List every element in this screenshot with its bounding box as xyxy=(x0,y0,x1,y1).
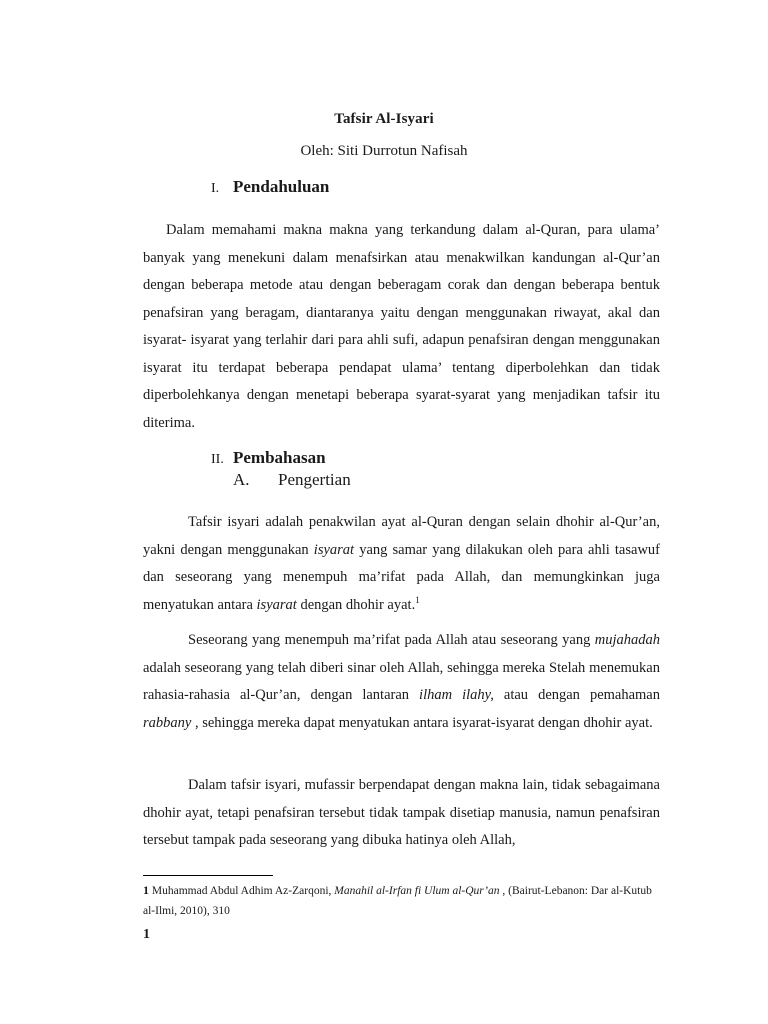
author-line: Oleh: Siti Durrotun Nafisah xyxy=(300,143,468,159)
footnote-number: 1 xyxy=(143,883,149,897)
page-number: 1 xyxy=(143,927,150,942)
subsection-number: A. xyxy=(233,470,250,489)
text-run: atau dengan pemahaman xyxy=(493,687,660,703)
footnote-divider xyxy=(143,875,273,876)
text-run: adalah seseorang yang telah diberi sinar oleh Allah, sehingga mereka Stelah menemukan rahasia-rahasia al-Qur’an, dengan lantaran xyxy=(143,659,660,703)
definition-paragraph xyxy=(143,509,660,619)
section-number: I. xyxy=(211,181,220,196)
subsection-title: Pengertian xyxy=(278,470,351,489)
text-run: Seseorang yang menempuh ma’rifat pada Allah atau seseorang yang xyxy=(188,632,595,648)
italic-term: isyarat xyxy=(256,596,297,613)
intro-paragraph: Dalam memahami makna makna yang terkandung dalam al-Quran, para ulama’ banyak yang menekuni dalam menafsirkan atau menakwilkan kandungan al-Qur’an dengan beberapa metode atau dengan beberagam corak dan dengan beberapa bentuk penafsiran yang beragam, diantaranya yaitu dengan menggunakan riwayat, akal dan isyarat- isyarat yang terlahir dari para ahli sufi, adapun penafsiran dengan menggunakan isyarat itu terdapat beberapa pendapat ulama’ tentang diperbolehkan dan tidak diperbolehkanya dengan menetapi beberapa syarat-syarat yang menjadikan tafsir itu diterima. xyxy=(143,222,660,431)
section-number: II. xyxy=(211,452,224,467)
text-run: , sehingga mereka dapat menyatukan antara isyarat-isyarat dengan dhohir ayat. xyxy=(191,714,653,731)
section-title: Pembahasan xyxy=(233,448,326,467)
italic-term: rabbany xyxy=(143,714,192,731)
italic-term: mujahadah xyxy=(594,632,660,648)
mujahadah-paragraph xyxy=(143,627,660,737)
footnote-text: Muhammad Abdul Adhim Az-Zarqoni, xyxy=(149,885,335,897)
text-run: Tafsir isyari adalah penakwilan ayat al-Quran dengan selain dhohir al-Qur’an, yakni dengan menggunakan xyxy=(143,514,660,558)
document-title: Tafsir Al-Isyari xyxy=(334,111,434,127)
section-heading-pembahasan xyxy=(211,448,326,468)
subsection-heading-pengertian xyxy=(233,470,351,490)
footnote-reference[interactable]: 1 xyxy=(415,594,420,605)
italic-term: isyarat xyxy=(313,541,355,558)
section-title: Pendahuluan xyxy=(233,177,330,196)
footnote-text: , (Bairut-Lebanon: Dar al-Kutub al-Ilmi, 2010), 310 xyxy=(143,885,652,917)
italic-term: ilham ilahy, xyxy=(419,687,494,703)
mufassir-paragraph: Dalam tafsir isyari, mufassir berpendapat dengan makna lain, tidak sebagaimana dhohir ayat, tetapi penafsiran tersebut tidak tampak disetiap manusia, namun penafsiran tersebut tampak pada seseorang yang dibuka hatinya oleh Allah, xyxy=(143,777,660,848)
footnote-book-title: Manahil al-Irfan fi Ulum al-Qur’an xyxy=(334,885,500,897)
text-run: dengan dhohir ayat. xyxy=(296,596,416,613)
footnote xyxy=(143,880,663,921)
text-run: yang samar yang dilakukan oleh para ahli tasawuf dan seseorang yang menempuh ma’rifat pada Allah, dan memungkinkan juga menyatukan antara xyxy=(143,541,660,613)
section-heading-pendahuluan xyxy=(211,177,329,197)
